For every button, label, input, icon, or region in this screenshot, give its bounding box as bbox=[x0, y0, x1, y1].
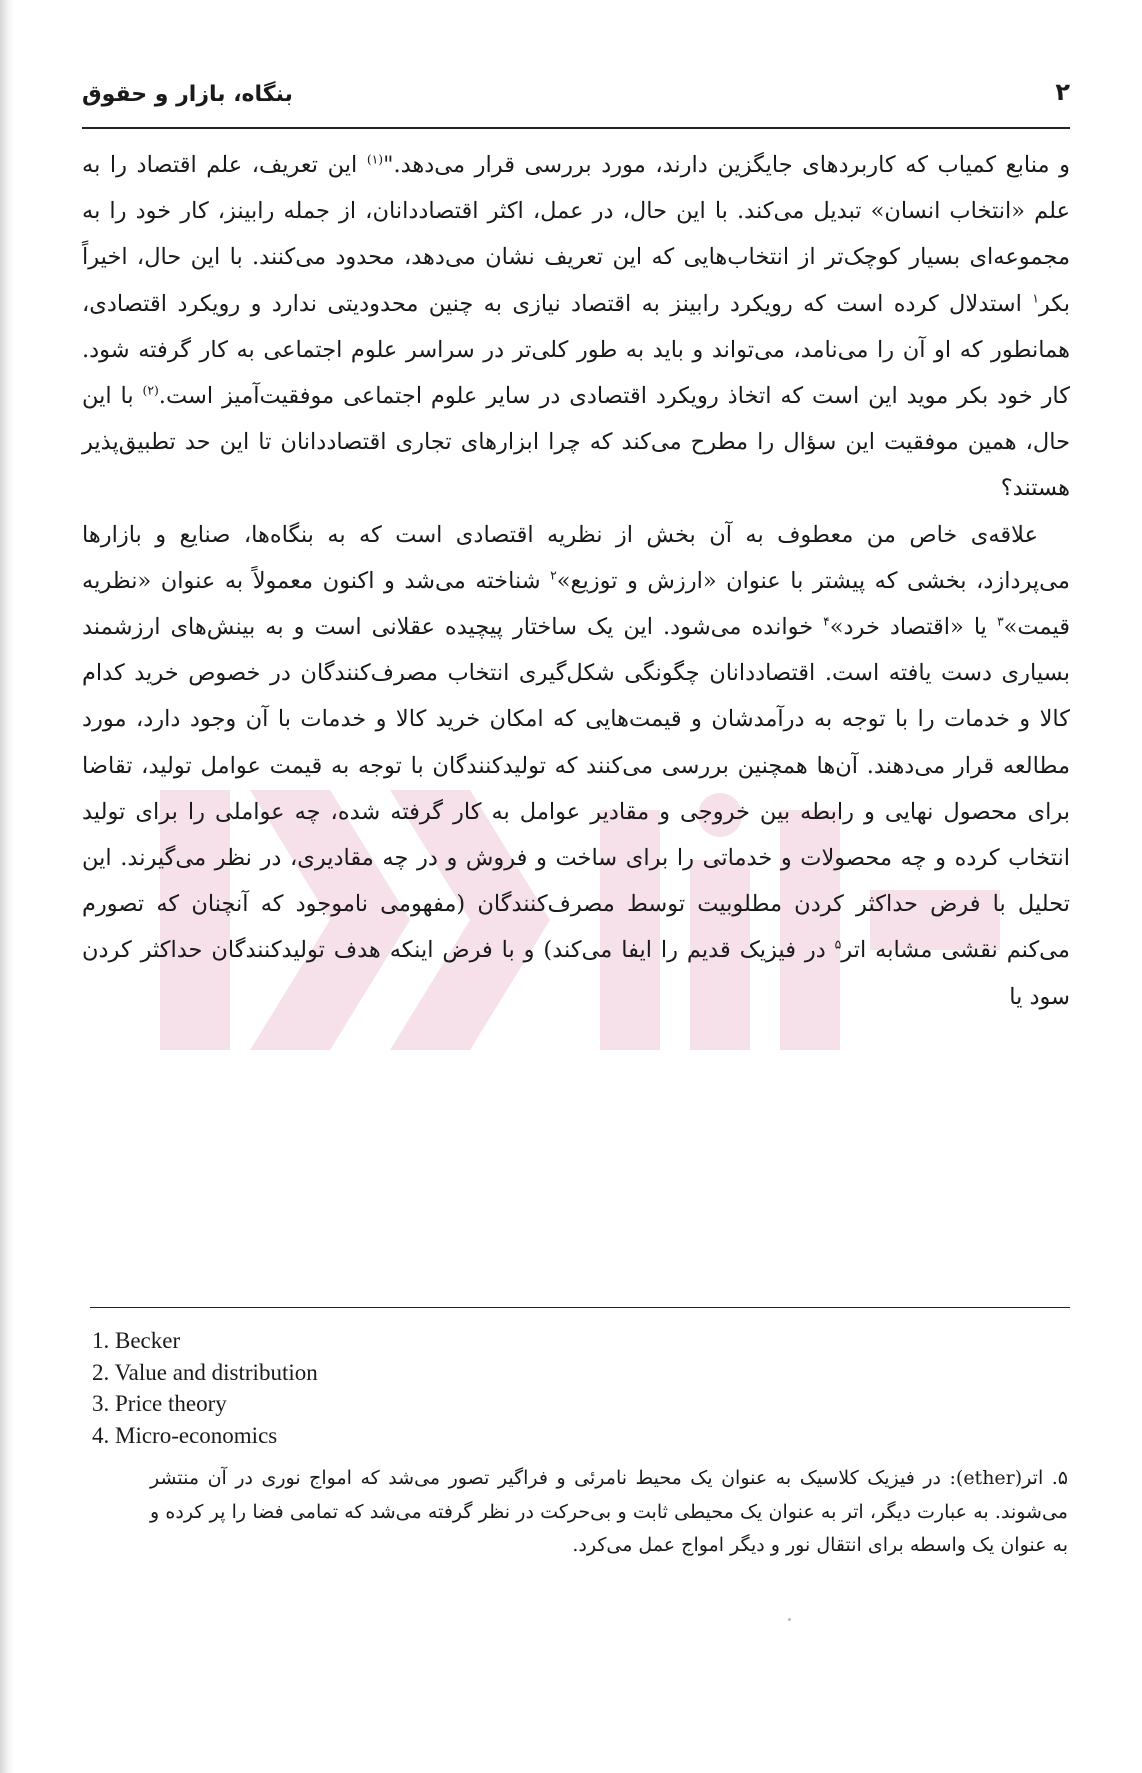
footnote-marker: (۱) bbox=[366, 152, 384, 167]
footnote-marker: ۲ bbox=[550, 568, 557, 583]
paragraph-1: و منابع کمیاب که کاربردهای جایگزین دارند، مورد بررسی قرار می‌دهد."$^{(۱)}$ این تعریف، علم اقتصاد را به علم «انتخاب انسان» تبدیل می‌کند. با این حال، در عمل، اکثر اقتصاددانان، از جمله رابینز، کار خود را به مجموعه‌ای بسیار کوچک‌تر از انتخاب‌هایی که این تعریف نشان می‌دهد، محدود می‌کنند. با این حال، اخیراً بکر$^۱$ استدلال کرده است که رویکرد رابینز به اقتصاد نیازی به چنین محدودیتی ندارد و رویکرد اقتصادی، همانطور که او آن را می‌نامد، می‌تواند و باید به طور کلی‌تر در سراسر علوم اجتماعی به کار گرفته شود. کار خود بکر موید این است که اتخاذ رویکرد اقتصادی در سایر علوم اجتماعی موفقیت‌آمیز است.$^{(۲)}$ با این حال، همین موفقیت این سؤال را مطرح می‌کند که چرا ابزارهای تجاری اقتصاددانان تا این حد تطبیق‌پذیر هستند؟ bbox=[82, 152, 1070, 502]
page-number: ۲ bbox=[1055, 78, 1070, 106]
running-title: بنگاه، بازار و حقوق bbox=[82, 82, 293, 107]
paragraph-2: علاقه‌ی خاص من معطوف به آن بخش از نظریه اقتصادی است که به بنگاه‌ها، صنایع و بازارها می‌پردازد، بخشی که پیشتر با عنوان «ارزش و توزیع»$^۲$ شناخته می‌شد و اکنون معمولاً به عنوان «نظریه قیمت»$^۳$ یا «اقتصاد خرد»$^۴$ خوانده می‌شود. این یک ساختار پیچیده عقلانی است و به بینش‌های ارزشمند بسیاری دست یافته است. اقتصاددانان چگونگی شکل‌گیری انتخاب مصرف‌کنندگان در خصوص خرید کدام کالا و خدمات را با توجه به درآمدشان و قیمت‌هایی که امکان خرید کالا و خدمات با آن وجود دارد، مورد مطالعه قرار می‌دهند. آن‌ها همچنین بررسی می‌کنند که تولیدکنندگان با توجه به قیمت عوامل تولید، تقاضا برای محصول نهایی و رابطه بین خروجی و مقادیر عوامل به کار گرفته شده، چه عواملی را برای تولید انتخاب کرده و چه محصولات و خدماتی را برای ساخت و فروش و در چه مقادیری، در نظر می‌گیرند. این تحلیل با فرض حداکثر کردن مطلوبیت توسط مصرف‌کنندگان (مفهومی ناموجود که آنچنان که تصورم می‌کنم نقشی مشابه اتر$^۵$ در فیزیک قدیم را ایفا می‌کند) و با فرض اینکه هدف تولیدکنندگان حداکثر کردن سود یا bbox=[82, 521, 1070, 1010]
footnote-marker: ۴ bbox=[823, 614, 830, 629]
page-header bbox=[82, 72, 1070, 122]
footnote-marker: (۲) bbox=[142, 383, 159, 398]
footnote-marker: ۳ bbox=[996, 614, 1004, 629]
body-text bbox=[82, 142, 1070, 1020]
footnote-rule bbox=[90, 1307, 1070, 1308]
footnote-1: 1. Becker bbox=[92, 1328, 181, 1353]
footnote-marker: ۱ bbox=[1032, 291, 1039, 306]
scan-binding-edge bbox=[0, 0, 14, 1773]
footnotes-latin bbox=[92, 1325, 692, 1451]
footnote-2: 2. Value and distribution bbox=[92, 1359, 318, 1385]
header-rule bbox=[82, 127, 1070, 129]
footnote-3: 3. Price theory bbox=[92, 1391, 227, 1416]
footnote-marker: ۵ bbox=[834, 937, 842, 952]
footnote-4: 4. Micro-economics bbox=[92, 1422, 278, 1448]
footnote-5: ۵. اتر(ether): در فیزیک کلاسیک به عنوان یک محیط نامرئی و فراگیر تصور می‌شد که امواج نوری در آن منتشر می‌شوند. به عبارت دیگر، اتر به عنوان یک محیطی ثابت و بی‌حرکت در نظر گرفته می‌شد که تمامی فضا را پر کرده و به عنوان یک واسطه برای انتقال نور و دیگر امواج عمل می‌کرد. bbox=[150, 1467, 1068, 1556]
scan-speck bbox=[788, 1618, 791, 1621]
